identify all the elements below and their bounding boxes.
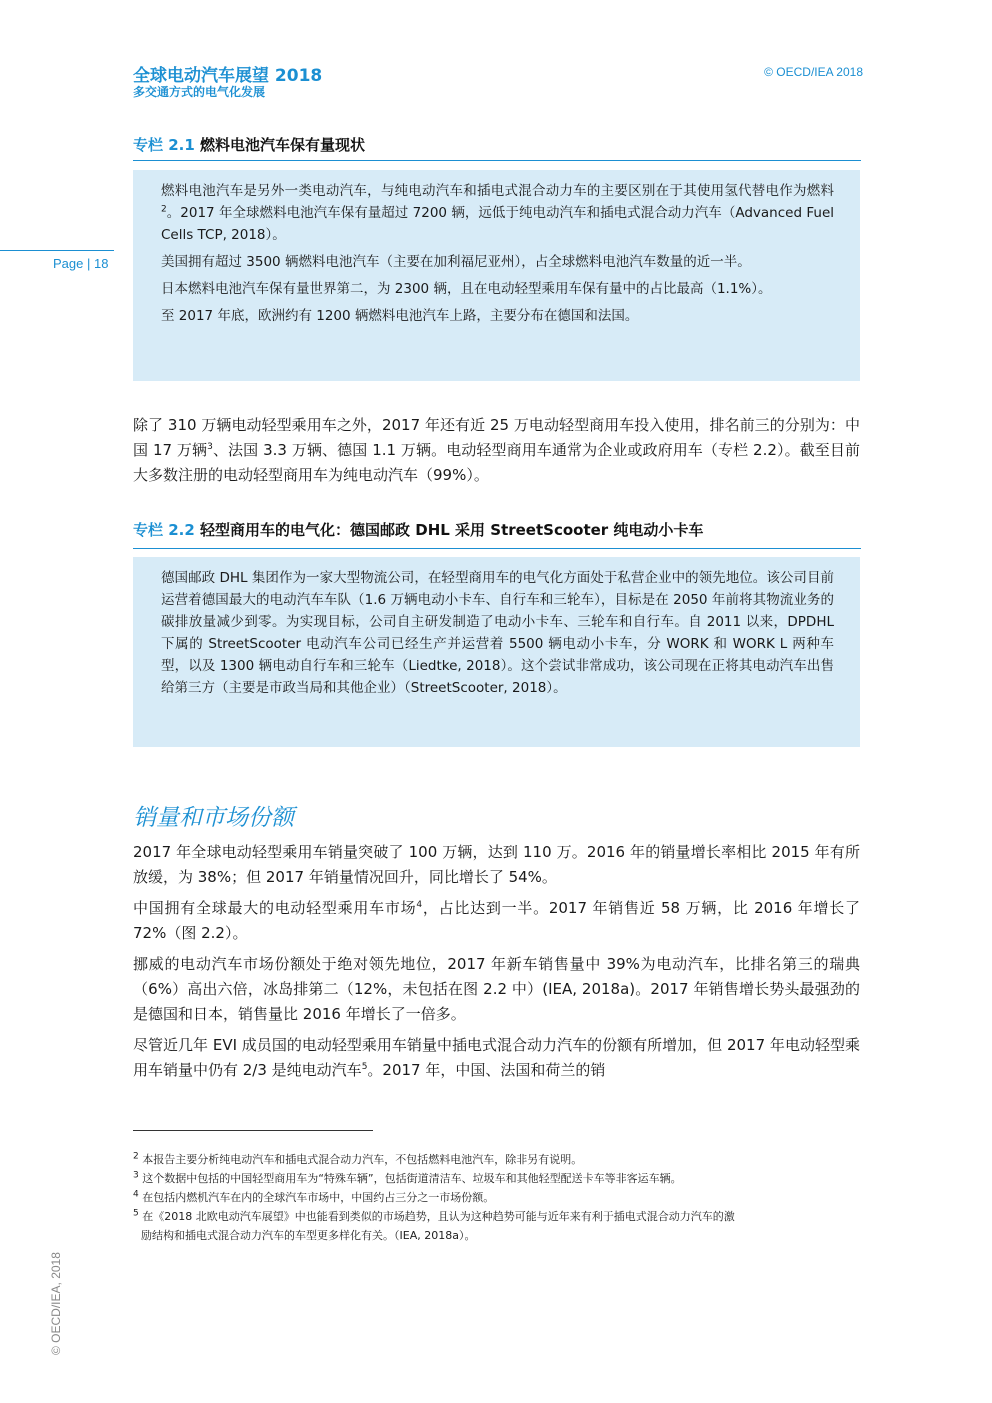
footnote-ref-3[interactable]: 3 xyxy=(207,442,213,452)
footnote-4: $^4$ 在包括内燃机汽车在内的全球汽车市场中，中国约占三分之一市场份额。 xyxy=(133,1189,495,1204)
side-copyright: © OECD/IEA, 2018 xyxy=(49,1252,63,1355)
box-2-1-paragraph: 日本燃料电池汽车保有量世界第二，为 2300 辆，且在电动轻型乘用车保有量中的占比最高（1.1%）。 xyxy=(161,281,772,297)
body-text-block-1 xyxy=(133,413,860,494)
report-subtitle: 多交通方式的电气化发展 xyxy=(133,85,266,99)
box-2-1-paragraph: 至 2017 年底，欧洲约有 1200 辆燃料电池汽车上路，主要分布在德国和法国。 xyxy=(161,308,639,324)
footnote-ref-2[interactable]: 2 xyxy=(161,204,167,215)
body-text-block-2 xyxy=(133,840,860,1089)
box-2-2-paragraph: 德国邮政 DHL 集团作为一家大型物流公司，在轻型商用车的电气化方面处于私营企业中的领先地位。该公司目前运营着德国最大的电动汽车车队（1.6 万辆电动小卡车、自行车和三轮车），目标是在 2050 年前将其物流业务的碳排放量减少到零。为实现目标，公司自主研发制造了电动小卡车、三轮车和自行车。自 2011 以来，DPDHL 下属的 StreetScooter 电动汽车公司已经生产并运营着 5500 辆电动小卡车，分 WORK 和 WORK L 两种车型，以及 1300 辆电动自行车和三轮车（Liedtke, 2018）。这个尝试非常成功，该公司现在正将其电动汽车出售给第三方（主要是市政当局和其他企业）（StreetScooter, 2018）。 xyxy=(161,570,834,696)
box-2-1-paragraph: 美国拥有超过 3500 辆燃料电池汽车（主要在加利福尼亚州），占全球燃料电池汽车数量的近一半。 xyxy=(161,254,751,270)
page-number: Page | 18 xyxy=(53,256,109,271)
footnote-5-continued: 励结构和插电式混合动力汽车的车型更多样化有关。（IEA, 2018a）。 xyxy=(141,1229,476,1242)
body-paragraph: 中国拥有全球最大的电动轻型乘用车市场$^4$，占比达到一半。2017 年销售近 58 万辆，比 2016 年增长了 72%（图 2.2）。 xyxy=(133,899,860,942)
footnote-ref-4[interactable]: 4 xyxy=(416,900,423,910)
margin-divider xyxy=(0,250,114,251)
box-2-1-rule xyxy=(133,160,861,161)
report-title: 全球电动汽车展望 2018 xyxy=(133,66,323,86)
body-paragraph: 挪威的电动汽车市场份额处于绝对领先地位，2017 年新车销售量中 39%为电动汽车，比排名第三的瑞典（6%）高出六倍，冰岛排第二（12%，未包括在图 2.2 中）(IEA, 2018a)。2017 年销售增长势头最强劲的是德国和日本，销售量比 2016 年增长了一倍多。 xyxy=(133,955,860,1023)
footnote-3: $^3$ 这个数据中包括的中国轻型商用车为“特殊车辆”，包括街道清洁车、垃圾车和其他轻型配送卡车等非客运车辆。 xyxy=(133,1170,682,1185)
box-2-2-number: 专栏 2.2 xyxy=(133,521,195,539)
box-2-1-number: 专栏 2.1 xyxy=(133,136,195,154)
footnotes xyxy=(133,1150,863,1245)
footnote-2: $^2$ 本报告主要分析纯电动汽车和插电式混合动力汽车，不包括燃料电池汽车，除非另有说明。 xyxy=(133,1151,583,1166)
body-paragraph: 2017 年全球电动轻型乘用车销量突破了 100 万辆，达到 110 万。2016 年的销量增长率相比 2015 年有所放缓，为 38%；但 2017 年销量情况回升，同比增长了 54%。 xyxy=(133,843,860,886)
box-2-2-rule xyxy=(133,548,861,549)
header-copyright: © OECD/IEA 2018 xyxy=(764,65,863,79)
box-2-2-title xyxy=(133,519,703,540)
box-2-1-paragraph: 燃料电池汽车是另外一类电动汽车，与纯电动汽车和插电式混合动力车的主要区别在于其使用氢代替电作为燃料$^2$。2017 年全球燃料电池汽车保有量超过 7200 辆，远低于纯电动汽车和插电式混合动力汽车（Advanced Fuel Cells TCP, 2018）。 xyxy=(161,183,834,243)
box-2-1-heading: 燃料电池汽车保有量现状 xyxy=(200,136,366,154)
box-2-2-panel xyxy=(133,557,860,747)
box-2-2-heading: 轻型商用车的电气化：德国邮政 DHL 采用 StreetScooter 纯电动小卡车 xyxy=(200,521,704,539)
body-paragraph: 尽管近几年 EVI 成员国的电动轻型乘用车销量中插电式混合动力汽车的份额有所增加，但 2017 年电动轻型乘用车销量中仍有 2/3 是纯电动汽车$^5$。2017 年，中国、法国和荷兰的销 xyxy=(133,1036,860,1079)
footnote-separator xyxy=(133,1130,373,1131)
section-heading: 销量和市场份额 xyxy=(133,805,294,831)
footnote-5: $^5$ 在《2018 北欧电动汽车展望》中也能看到类似的市场趋势，且认为这种趋势可能与近年来有利于插电式混合动力汽车的激 xyxy=(133,1208,735,1223)
box-2-1-panel xyxy=(133,170,860,381)
footnote-ref-5[interactable]: 5 xyxy=(361,1062,368,1072)
box-2-1-title xyxy=(133,134,365,155)
body-paragraph: 除了 310 万辆电动轻型乘用车之外，2017 年还有近 25 万电动轻型商用车投入使用，排名前三的分别为：中国 17 万辆$^3$、法国 3.3 万辆、德国 1.1 万辆。电动轻型商用车通常为企业或政府用车（专栏 2.2）。截至目前大多数注册的电动轻型商用车为纯电动汽车（99%）。 xyxy=(133,416,860,484)
